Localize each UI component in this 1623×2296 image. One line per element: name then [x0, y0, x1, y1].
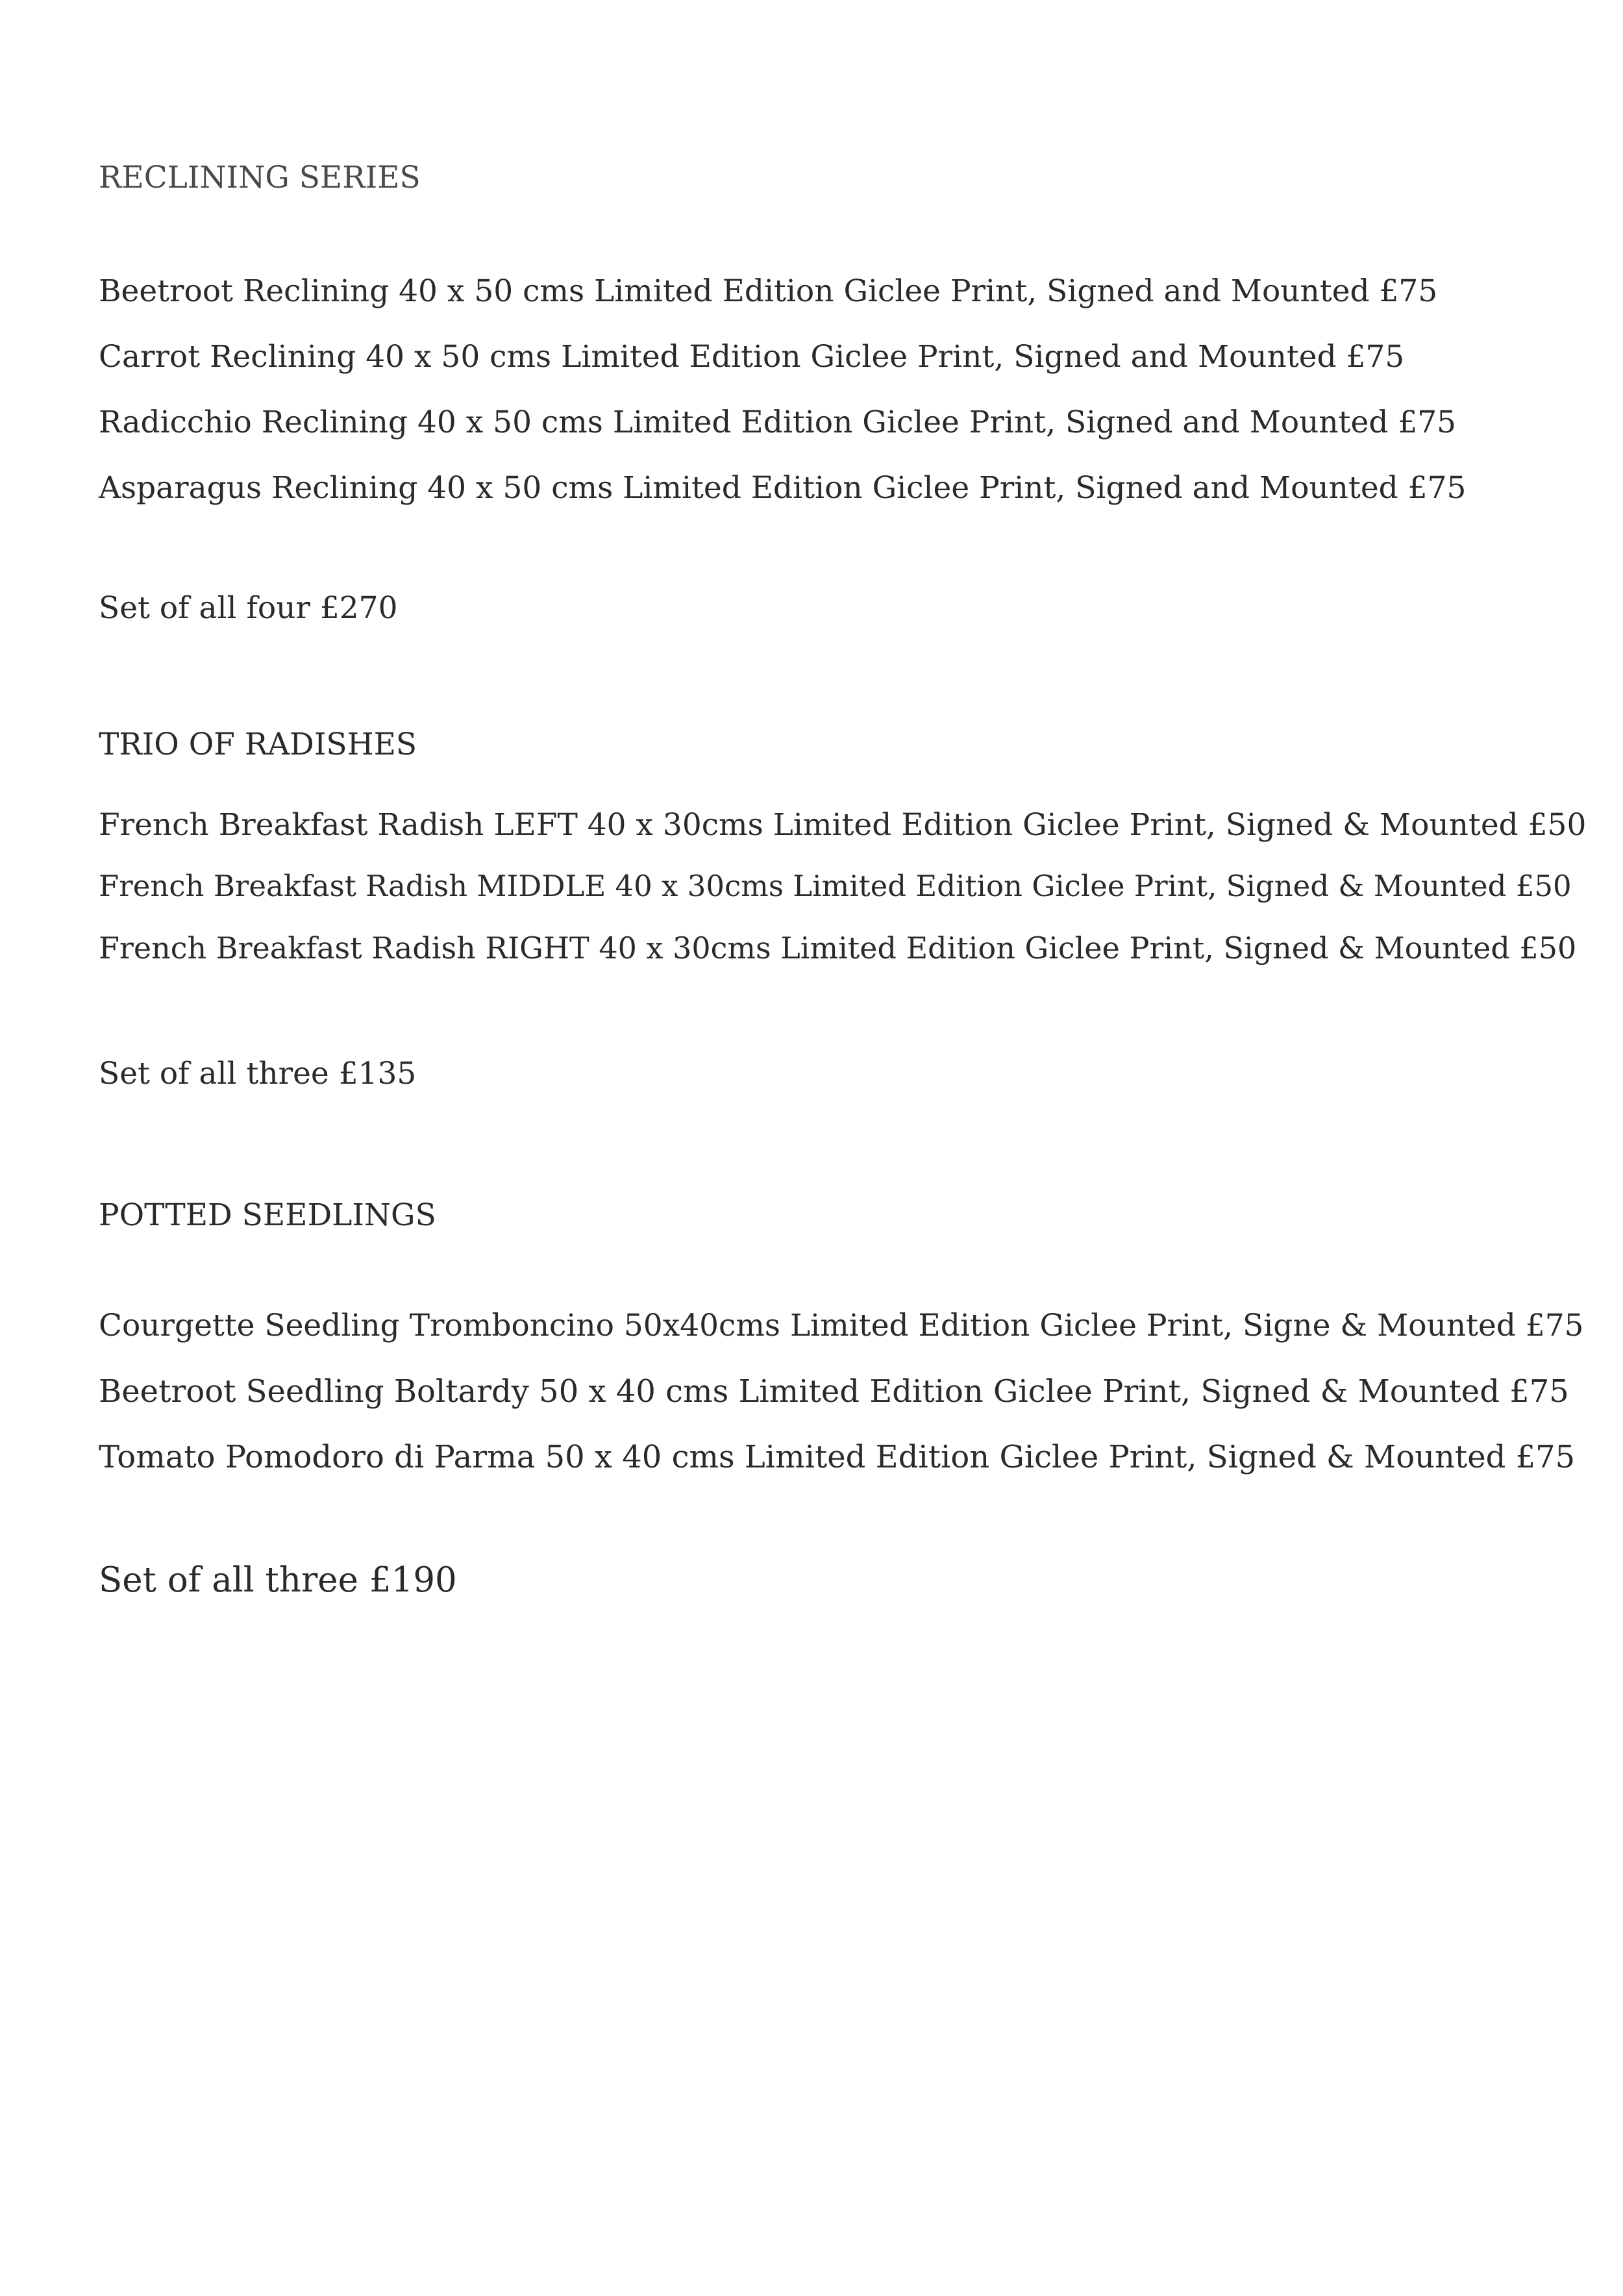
price-list-item: Radicchio Reclining 40 x 50 cms Limited Edition Giclee Print, Signed and Mounted £75 [99, 405, 1457, 440]
price-list-item: Beetroot Reclining 40 x 50 cms Limited Edition Giclee Print, Signed and Mounted £75 [99, 273, 1438, 309]
price-list-item: Tomato Pomodoro di Parma 50 x 40 cms Limited Edition Giclee Print, Signed & Mounted £75 [99, 1439, 1576, 1475]
section-heading-trio-of-radishes: TRIO OF RADISHES [99, 727, 417, 762]
set-price: Set of all three £135 [99, 1056, 417, 1092]
price-list-item: Courgette Seedling Tromboncino 50x40cms Limited Edition Giclee Print, Signe & Mounted £75 [99, 1308, 1584, 1343]
set-price: Set of all four £270 [99, 590, 398, 626]
price-list-item: Beetroot Seedling Boltardy 50 x 40 cms Limited Edition Giclee Print, Signed & Mounted £75 [99, 1373, 1569, 1410]
price-list-item: French Breakfast Radish LEFT 40 x 30cms Limited Edition Giclee Print, Signed & Mounted £50 [99, 807, 1587, 843]
price-list-item: Asparagus Reclining 40 x 50 cms Limited Edition Giclee Print, Signed and Mounted £75 [99, 470, 1467, 506]
section-heading-reclining-series: RECLINING SERIES [99, 160, 421, 195]
section-heading-potted-seedlings: POTTED SEEDLINGS [99, 1197, 436, 1233]
price-list-item: French Breakfast Radish RIGHT 40 x 30cms Limited Edition Giclee Print, Signed & Mounted £50 [99, 930, 1577, 966]
price-list-item: French Breakfast Radish MIDDLE 40 x 30cms Limited Edition Giclee Print, Signed & Mounted £50 [99, 869, 1572, 903]
price-list-item: Carrot Reclining 40 x 50 cms Limited Edition Giclee Print, Signed and Mounted £75 [99, 339, 1405, 375]
set-price: Set of all three £190 [99, 1560, 457, 1600]
